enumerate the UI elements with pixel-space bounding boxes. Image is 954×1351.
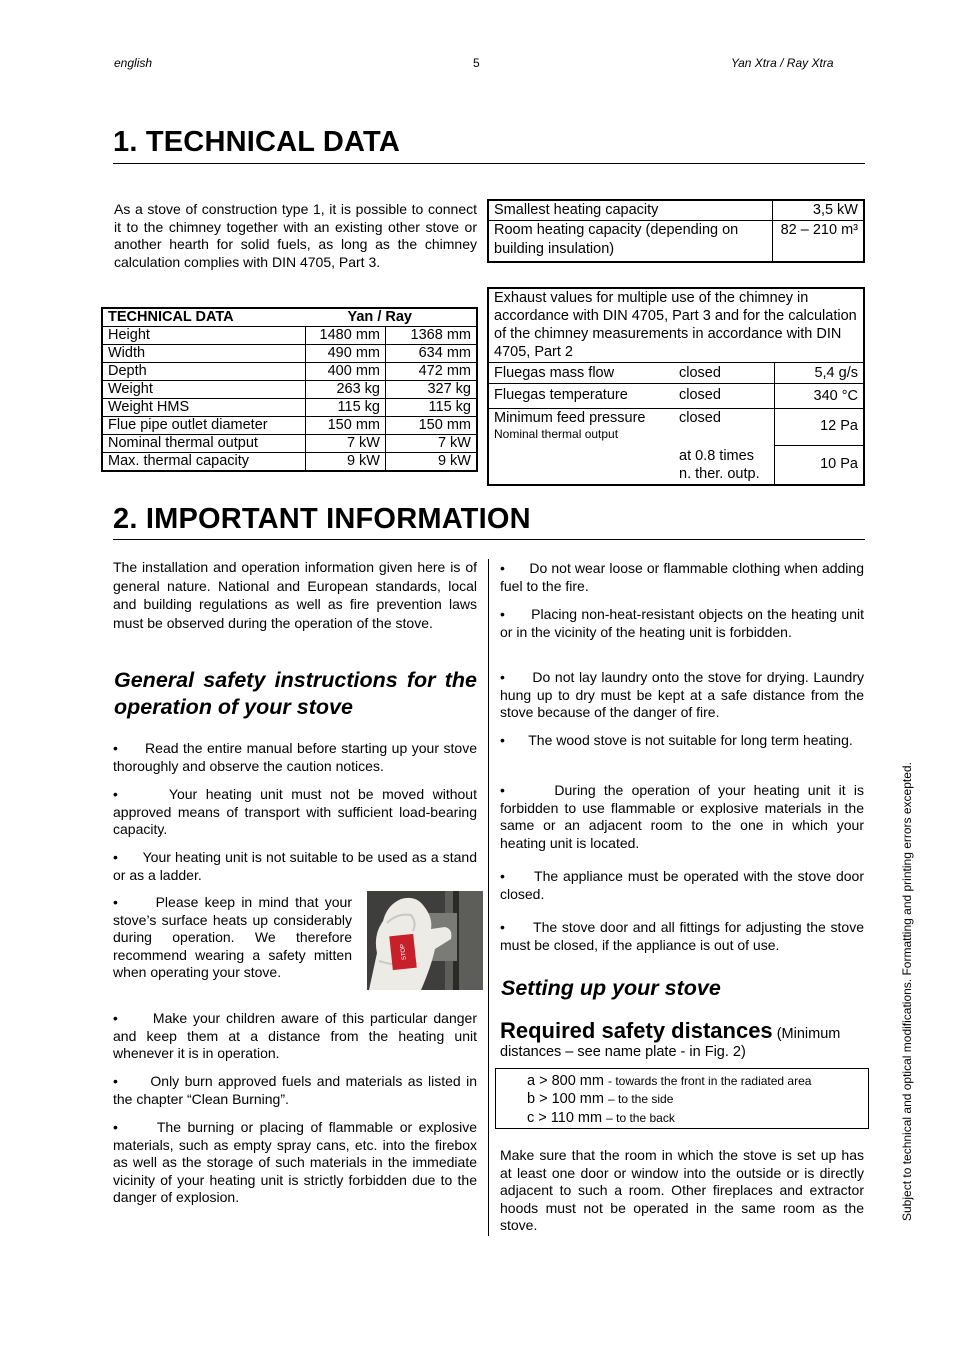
distances-box (495, 1068, 869, 1129)
table-row (102, 381, 477, 399)
bullet-item: • Do not lay laundry onto the stove for drying. Laundry hung up to dry must be kept at a safe distance from the stove because of the danger of fire. (500, 669, 864, 720)
exhaust-label-cell (488, 409, 674, 446)
bullet-text: Your heating unit must not be moved without approved means of transport with sufficient load-bearing capacity. (113, 786, 477, 837)
exhaust-condition: at 0.8 times n. ther. outp. (674, 445, 775, 485)
room-requirements-text: Make sure that the room in which the stove is set up has at least one door or window into the outside or is directly adjacent to such a room. Other fireplaces and extractor hoods must not be operated in the same room as the stove. (500, 1147, 864, 1233)
distance-value: c > 110 mm (527, 1110, 603, 1126)
table-row (102, 399, 477, 417)
row-ray: 9 kW (386, 453, 478, 472)
bullet-item: • Only burn approved fuels and materials as listed in the chapter “Clean Burning”. (113, 1073, 477, 1107)
bullet-item: • During the operation of your heating unit it is forbidden to use flammable or explosive materials in the same or an adjacent room to the one in which your heating unit is located. (500, 782, 864, 851)
exhaust-value: 5,4 g/s (775, 363, 865, 384)
setup-heading: Setting up your stove (501, 976, 721, 1000)
bullet-text: The wood stove is not suitable for long term heating. (528, 732, 853, 748)
bullet-item: • Your heating unit is not suitable to be used as a stand or as a ladder. (113, 849, 477, 883)
bullet-text: Do not wear loose or flammable clothing when adding fuel to the fire. (500, 560, 864, 594)
bullet-text: Your heating unit is not suitable to be used as a stand or as a ladder. (113, 849, 477, 883)
table-row (102, 327, 477, 345)
section2-rule (113, 539, 865, 540)
distance-note: – to the side (608, 1092, 674, 1106)
bullet-text: Make your children aware of this particular danger and keep them at a distance from the heating unit whenever it is in operation. (113, 1010, 477, 1061)
row-yan: 1480 mm (306, 327, 386, 345)
capacity-table (487, 199, 865, 263)
exhaust-condition: closed (674, 409, 775, 446)
distance-value: a > 800 mm (527, 1073, 604, 1089)
exhaust-sublabel: Nominal thermal output (494, 427, 619, 441)
section1-rule (113, 163, 865, 164)
row-yan: 400 mm (306, 363, 386, 381)
distance-note: - towards the front in the radiated area (608, 1074, 812, 1088)
exhaust-value: 340 °C (775, 384, 865, 409)
row-label: Flue pipe outlet diameter (102, 417, 306, 435)
bullet-text: Read the entire manual before starting up your stove thoroughly and observe the caution notices. (113, 740, 477, 774)
row-label: Height (102, 327, 306, 345)
distance-back (527, 1109, 675, 1127)
exhaust-intro-row (488, 288, 864, 363)
side-disclaimer: Subject to technical and optical modifications. Formatting and printing errors excepted. (900, 762, 914, 1221)
bullet-item: • The burning or placing of flammable or explosive materials, such as empty spray cans, etc. into the firebox as well as the storage of such materials in the immediate vicinity of your heating unit is strictly forbidden due to the danger of explosion. (113, 1119, 478, 1205)
bullet-item: • The appliance must be operated with the stove door closed. (500, 868, 864, 902)
exhaust-condition: closed (674, 384, 775, 409)
capacity-value: 3,5 kW (773, 200, 865, 221)
capacity-label: Smallest heating capacity (488, 200, 773, 221)
table-header-row (102, 308, 477, 327)
distance-front (527, 1072, 811, 1090)
room-capacity-label: Room heating capacity (depending on building insulation) (488, 221, 773, 263)
row-label: Nominal thermal output (102, 435, 306, 453)
exhaust-label (488, 445, 674, 485)
bullet-item: • Your heating unit must not be moved without approved means of transport with sufficient load-bearing capacity. (113, 786, 477, 837)
row-yan: 7 kW (306, 435, 386, 453)
safety-distances-heading: Required safety distances (500, 1018, 773, 1043)
row-ray: 7 kW (386, 435, 478, 453)
bullet-text: The appliance must be operated with the stove door closed. (500, 868, 864, 902)
bullet-text: During the operation of your heating unit it is forbidden to use flammable or explosive materials in the same or an adjacent room to the one in which your heating unit is located. (500, 782, 864, 851)
row-ray: 1368 mm (386, 327, 478, 345)
table-row (488, 445, 864, 485)
table-row (102, 453, 477, 472)
table-row (488, 200, 864, 221)
row-yan: 263 kg (306, 381, 386, 399)
technical-data-table (101, 307, 478, 472)
exhaust-value: 12 Pa (775, 409, 865, 446)
header-product: Yan Xtra / Ray Xtra (731, 56, 834, 70)
row-label: Weight (102, 381, 306, 399)
exhaust-value: 10 Pa (775, 445, 865, 485)
bullet-item: • The wood stove is not suitable for long term heating. (500, 732, 853, 748)
exhaust-table (487, 287, 865, 486)
distance-note: – to the back (606, 1111, 675, 1125)
bullet-item: • The stove door and all fittings for adjusting the stove must be closed, if the appliance is out of use. (500, 919, 864, 953)
section1-intro: As a stove of construction type 1, it is possible to connect it to the chimney together with an existing other stove or another hearth for solid fuels, as long as the chimney calculation complies with DIN 4705, Part 3. (114, 201, 477, 270)
bullet-item: • Placing non-heat-resistant objects on the heating unit or in the vicinity of the heating unit is forbidden. (500, 606, 864, 640)
safety-distances-note: (Minimum distances – see name plate - in Fig. 2) (500, 1026, 841, 1060)
table-row (488, 221, 864, 263)
row-label: Max. thermal capacity (102, 453, 306, 472)
row-yan: 115 kg (306, 399, 386, 417)
exhaust-label: Fluegas temperature (488, 384, 674, 409)
section1-title: 1. TECHNICAL DATA (113, 126, 400, 158)
room-capacity-value: 82 – 210 m³ (773, 221, 865, 263)
exhaust-label: Minimum feed pressure (494, 410, 646, 426)
section2-intro: The installation and operation information given here is of general nature. National and European standards, local and building regulations as well as fire prevention laws must be observed during the operation of the stove. (113, 559, 477, 631)
bullet-text: The burning or placing of flammable or explosive materials, such as empty spray cans, etc. into the firebox as well as the storage of such materials in the immediate vicinity of your heating unit is strictly forbidden due to the danger of explosion. (113, 1119, 478, 1205)
row-ray: 115 kg (386, 399, 478, 417)
bullet-text: Do not lay laundry onto the stove for drying. Laundry hung up to dry must be kept at a safe distance from the stove because of the danger of fire. (500, 669, 864, 720)
row-label: Weight HMS (102, 399, 306, 417)
table-row (102, 363, 477, 381)
table-row (488, 384, 864, 409)
exhaust-label: Fluegas mass flow (488, 363, 674, 384)
bullet-item: • Make your children aware of this particular danger and keep them at a distance from the heating unit whenever it is in operation. (113, 1010, 477, 1061)
row-ray: 327 kg (386, 381, 478, 399)
safety-distances-heading-block (500, 1018, 864, 1061)
exhaust-condition: closed (674, 363, 775, 384)
row-ray: 472 mm (386, 363, 478, 381)
distance-side (527, 1090, 673, 1108)
header-language: english (114, 56, 153, 70)
table-row (102, 345, 477, 363)
column-divider (488, 559, 489, 1236)
distance-value: b > 100 mm (527, 1091, 604, 1107)
bullet-item: • Read the entire manual before starting up your stove thoroughly and observe the caution notices. (113, 740, 477, 774)
bullet-text: The stove door and all fittings for adjusting the stove must be closed, if the appliance is out of use. (500, 919, 864, 953)
general-safety-heading: General safety instructions for the operation of your stove (114, 668, 477, 719)
bullet-text: Please keep in mind that your stove’s surface heats up considerably during operation. We therefore recommend wearing a safety mitten when operating your stove. (113, 894, 352, 980)
exhaust-intro: Exhaust values for multiple use of the chimney in accordance with DIN 4705, Part 3 and for the calculation of the chimney measurements in accordance with DIN 4705, Part 2 (488, 288, 864, 363)
glove-label: STOP (400, 943, 408, 961)
table-header-label: TECHNICAL DATA (102, 308, 306, 327)
table-row (488, 409, 864, 446)
row-label: Depth (102, 363, 306, 381)
row-yan: 9 kW (306, 453, 386, 472)
page-number: 5 (473, 56, 480, 70)
section2-title: 2. IMPORTANT INFORMATION (113, 503, 531, 535)
row-yan: 150 mm (306, 417, 386, 435)
table-row (102, 435, 477, 453)
bullet-item: • Please keep in mind that your stove’s surface heats up considerably during operation. We therefore recommend wearing a safety mitten when operating your stove. (113, 894, 352, 980)
table-header-models: Yan / Ray (306, 308, 478, 327)
table-row (488, 363, 864, 384)
row-ray: 634 mm (386, 345, 478, 363)
safety-mitten-image (367, 891, 483, 990)
bullet-item: • Do not wear loose or flammable clothing when adding fuel to the fire. (500, 560, 864, 594)
table-row (102, 417, 477, 435)
row-yan: 490 mm (306, 345, 386, 363)
row-ray: 150 mm (386, 417, 478, 435)
bullet-text: Only burn approved fuels and materials as listed in the chapter “Clean Burning”. (113, 1073, 477, 1107)
row-label: Width (102, 345, 306, 363)
bullet-text: Placing non-heat-resistant objects on the heating unit or in the vicinity of the heating unit is forbidden. (500, 606, 864, 640)
